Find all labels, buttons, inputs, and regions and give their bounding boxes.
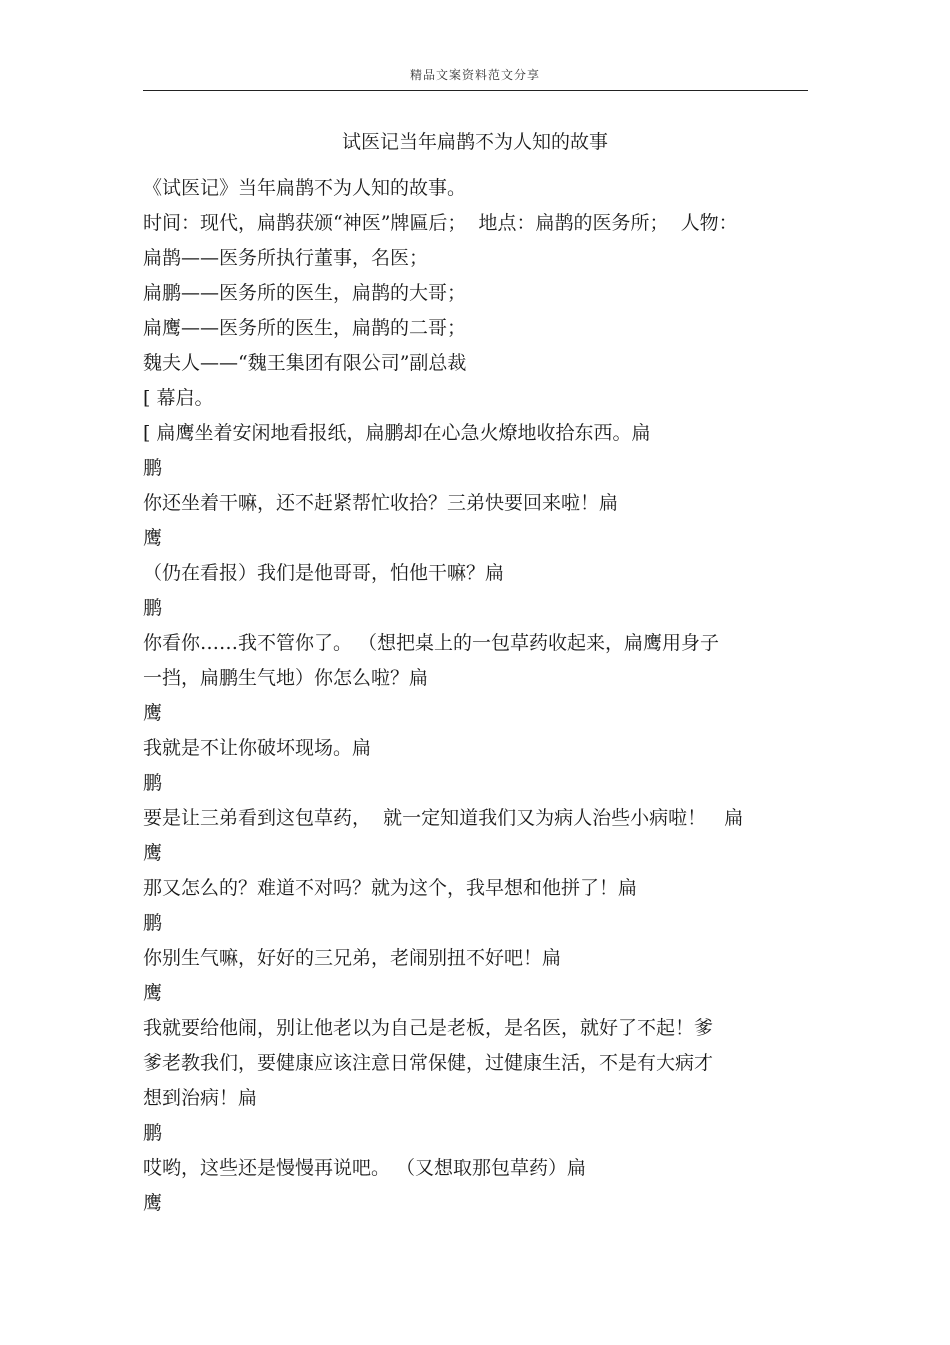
- text-line: 扁鹊——医务所执行董事，名医；: [143, 247, 429, 269]
- text-line: 那又怎么的？难道不对吗？就为这个，我早想和他拼了！扁: [143, 877, 638, 899]
- text-line: 一挡，扁鹏生气地）你怎么啦？扁: [143, 667, 429, 689]
- text-line: 你看你……我不管你了。 （想把桌上的一包草药收起来，扁鹰用身子: [143, 632, 720, 654]
- text-line: 鹰: [143, 842, 163, 864]
- text-line: 鹏: [143, 1122, 163, 1144]
- text-line: 扁鹏——医务所的医生，扁鹊的大哥；: [143, 282, 467, 304]
- text-line: 魏夫人——“魏王集团有限公司”副总裁: [143, 352, 467, 374]
- document-title: 试医记当年扁鹊不为人知的故事: [341, 131, 608, 153]
- text-line: 鹰: [143, 527, 163, 549]
- text-line: 你还坐着干嘛，还不赶紧帮忙收拾？三弟快要回来啦！扁: [143, 492, 619, 514]
- text-line: 想到治病！扁: [143, 1087, 258, 1109]
- text-line: 你别生气嘛，好好的三兄弟，老闹别扭不好吧！扁: [143, 947, 562, 969]
- text-line: 我就要给他闹，别让他老以为自己是老板，是名医，就好了不起！爹: [143, 1017, 714, 1039]
- text-line: 爹老教我们，要健康应该注意日常保健，过健康生活，不是有大病才: [143, 1052, 714, 1074]
- text-line: 鹏: [143, 772, 163, 794]
- text-line: [ 扁鹰坐着安闲地看报纸，扁鹏却在心急火燎地收拾东西。扁: [143, 422, 651, 444]
- text-line: [ 幕启。: [143, 387, 214, 409]
- page-header: 精品文案资料范文分享: [409, 68, 540, 82]
- text-line: 鹏: [143, 457, 163, 479]
- text-line: 扁鹰——医务所的医生，扁鹊的二哥；: [143, 317, 467, 339]
- text-line: 我就是不让你破坏现场。扁: [143, 737, 372, 759]
- text-line: 鹏: [143, 597, 163, 619]
- header-divider: [143, 90, 808, 91]
- text-line: 时间：现代，扁鹊获颁“神医”牌匾后； 地点：扁鹊的医务所； 人物：: [143, 212, 738, 234]
- text-line: 鹏: [143, 912, 163, 934]
- text-line: 要是让三弟看到这包草药， 就一定知道我们又为病人治些小病啦！ 扁: [143, 807, 744, 829]
- text-line: 哎哟，这些还是慢慢再说吧。 （又想取那包草药）扁: [143, 1157, 587, 1179]
- text-line: 鹰: [143, 702, 163, 724]
- text-line: 鹰: [143, 1192, 163, 1214]
- text-line: 《试医记》当年扁鹊不为人知的故事。: [143, 177, 467, 199]
- document-body: [143, 171, 808, 1221]
- text-line: 鹰: [143, 982, 163, 1004]
- text-line: （仍在看报）我们是他哥哥，怕他干嘛？扁: [143, 562, 505, 584]
